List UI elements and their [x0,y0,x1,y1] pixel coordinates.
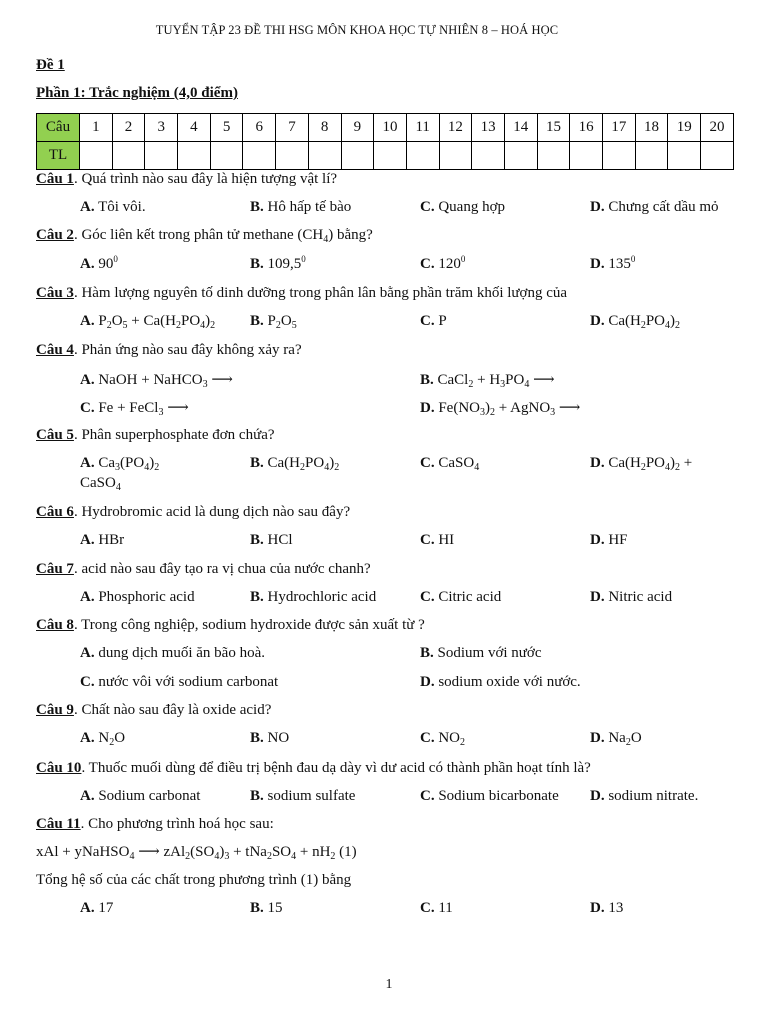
answer-table-number-row [37,114,734,142]
q7-option-d: D. Nitric acid [590,589,673,605]
answer-table-answer-cell [570,142,603,170]
q4-option-c: C. Fe + FeCl$_3$ ⟶ [80,400,189,418]
answer-table-answer-cell [276,142,309,170]
answer-table-answer-cell [308,142,341,170]
answer-table-number-cell: 11 [406,114,439,142]
q8-option-a: A. dung dịch muối ăn bão hoà. [80,645,265,661]
answer-table-number-cell: 17 [603,114,636,142]
q3-option-a: A. $P_2O_5 + Ca(H_2PO_4)_2$ [80,313,216,331]
question-5: Câu 5. Phân superphosphate đơn chứa? [36,427,275,443]
answer-table-answer-cell [439,142,472,170]
q11-equation: xAl + yNaHSO$_4$ ⟶ $zAl_2(SO_4)_3 + tNa_2SO_4 + nH_2$ (1) [36,844,357,862]
q10-option-b: B. sodium sulfate [250,788,356,804]
answer-table-number-cell: 16 [570,114,603,142]
q1-option-d: D. Chưng cất dầu mỏ [590,199,719,215]
q11-option-b: B. 15 [250,900,283,916]
q3-option-c: C. P [420,313,447,329]
answer-table-answer-cell [374,142,407,170]
answer-table-answer-cell [145,142,178,170]
answer-table-answer-cell [603,142,636,170]
answer-table-answer-cell [178,142,211,170]
question-3: Câu 3. Hàm lượng nguyên tố dinh dưỡng trong phân lân bằng phần trăm khối lượng của [36,285,568,301]
q4-option-a: A. NaOH + NaHCO$_3$ ⟶ [80,372,233,390]
q11-option-a: A. 17 [80,900,114,916]
q3-option-b: B. $P_2O_5$ [250,313,297,331]
answer-table-answer-row [37,142,734,170]
question-7: Câu 7. acid nào sau đây tạo ra vị chua của nước chanh? [36,561,371,577]
q1-option-a: A. Tôi vôi. [80,199,146,215]
answer-table-answer-cell [472,142,505,170]
q11-option-c: C. 11 [420,900,453,916]
question-1: Câu 1. Quá trình nào sau đây là hiện tượng vật lí? [36,171,338,187]
q9-option-a: A. $N_2O$ [80,730,126,748]
q5-option-d: D. $Ca(H_2PO_4)_2$ + [590,455,693,473]
q3-option-d: D. $Ca(H_2PO_4)_2$ [590,313,681,331]
question-11: Câu 11. Cho phương trình hoá học sau: [36,816,274,832]
q10-option-a: A. Sodium carbonat [80,788,201,804]
q8-option-c: C. nước vôi với sodium carbonat [80,674,279,690]
q5-option-a: A. $Ca_3(PO_4)_2$ [80,455,160,473]
question-6: Câu 6. Hydrobromic acid là dung dịch nào sau đây? [36,504,351,520]
q8-option-d: D. sodium oxide với nước. [420,674,581,690]
answer-table-number-cell: 7 [276,114,309,142]
answer-table-number-cell: 15 [537,114,570,142]
q2-option-b: B. 109,5$^0$ [250,254,306,272]
q2-option-c: C. $120^0$ [420,254,466,272]
q7-option-b: B. Hydrochloric acid [250,589,377,605]
q5-option-c: C. CaSO$_4$ [420,455,480,473]
answer-table-number-cell: 3 [145,114,178,142]
answer-table-answer-cell [406,142,439,170]
q6-option-c: C. HI [420,532,455,548]
answer-table-number-cell: 14 [504,114,537,142]
answer-table-answer-cell [341,142,374,170]
answer-table-number-cell: 5 [210,114,243,142]
q6-option-d: D. HF [590,532,628,548]
q1-option-c: C. Quang hợp [420,199,506,215]
question-9: Câu 9. Chất nào sau đây là oxide acid? [36,702,272,718]
q6-option-a: A. HBr [80,532,125,548]
document-header: TUYỂN TẬP 23 ĐỀ THI HSG MÔN KHOA HỌC TỰ NHIÊN 8 – HOÁ HỌC [155,23,559,37]
answer-table-answer-cell [668,142,701,170]
q11-sum-prompt: Tổng hệ số của các chất trong phương trình (1) bằng [36,872,352,888]
answer-table-number-cell: 13 [472,114,505,142]
q11-option-d: D. 13 [590,900,624,916]
exam-title: Đề 1 [36,57,65,73]
q2-option-d: D. $135^0$ [590,254,636,272]
answer-table-answer-cell [243,142,276,170]
question-4: Câu 4. Phản ứng nào sau đây không xảy ra? [36,342,302,358]
answer-table-number-cell: 6 [243,114,276,142]
q4-option-b: B. CaCl$_2$ + $H_3PO_4$ ⟶ [420,372,555,390]
answer-table-answer-cell [701,142,734,170]
answer-table-number-cell: 18 [635,114,668,142]
answer-table-tl-label: TL [37,142,80,170]
question-2: Câu 2. Góc liên kết trong phân tử methane $(CH_4)$ bằng? [36,227,373,245]
page-number: 1 [385,977,393,992]
answer-table-answer-cell [80,142,113,170]
q10-option-c: C. Sodium bicarbonate [420,788,559,804]
answer-table [36,113,734,170]
answer-table-number-cell: 4 [178,114,211,142]
q6-option-b: B. HCl [250,532,293,548]
q7-option-c: C. Citric acid [420,589,502,605]
question-10: Câu 10. Thuốc muối dùng để điều trị bệnh đau dạ dày vì dư acid có thành phần hoạt tính là? [36,760,591,776]
q10-option-d: D. sodium nitrate. [590,788,699,804]
answer-table-answer-cell [210,142,243,170]
q1-option-b: B. Hô hấp tế bào [250,199,352,215]
answer-table-answer-cell [504,142,537,170]
q4-option-d: D. $Fe(NO_3)_2$ + AgNO$_3$ ⟶ [420,400,581,418]
answer-table-number-cell: 12 [439,114,472,142]
answer-table-cau-label: Câu [37,114,80,142]
answer-table-answer-cell [537,142,570,170]
question-8: Câu 8. Trong công nghiệp, sodium hydroxide được sản xuất từ ? [36,617,425,633]
section-title: Phần 1: Trắc nghiệm (4,0 điểm) [36,85,238,101]
q9-option-c: C. $NO_2$ [420,730,466,748]
answer-table-answer-cell [112,142,145,170]
answer-table-number-cell: 1 [80,114,113,142]
q7-option-a: A. Phosphoric acid [80,589,195,605]
answer-table-number-cell: 20 [701,114,734,142]
q8-option-b: B. Sodium với nước [420,645,542,661]
answer-table-answer-cell [635,142,668,170]
answer-table-number-cell: 9 [341,114,374,142]
q5-option-b: B. $Ca(H_2PO_4)_2$ [250,455,340,473]
answer-table-number-cell: 2 [112,114,145,142]
answer-table-number-cell: 19 [668,114,701,142]
q5-option-d-continued: CaSO$_4$ [80,475,121,493]
q2-option-a: A. $90^0$ [80,254,118,272]
answer-table-number-cell: 10 [374,114,407,142]
answer-table-number-cell: 8 [308,114,341,142]
q9-option-d: D. $Na_2O$ [590,730,642,748]
q9-option-b: B. NO [250,730,290,746]
